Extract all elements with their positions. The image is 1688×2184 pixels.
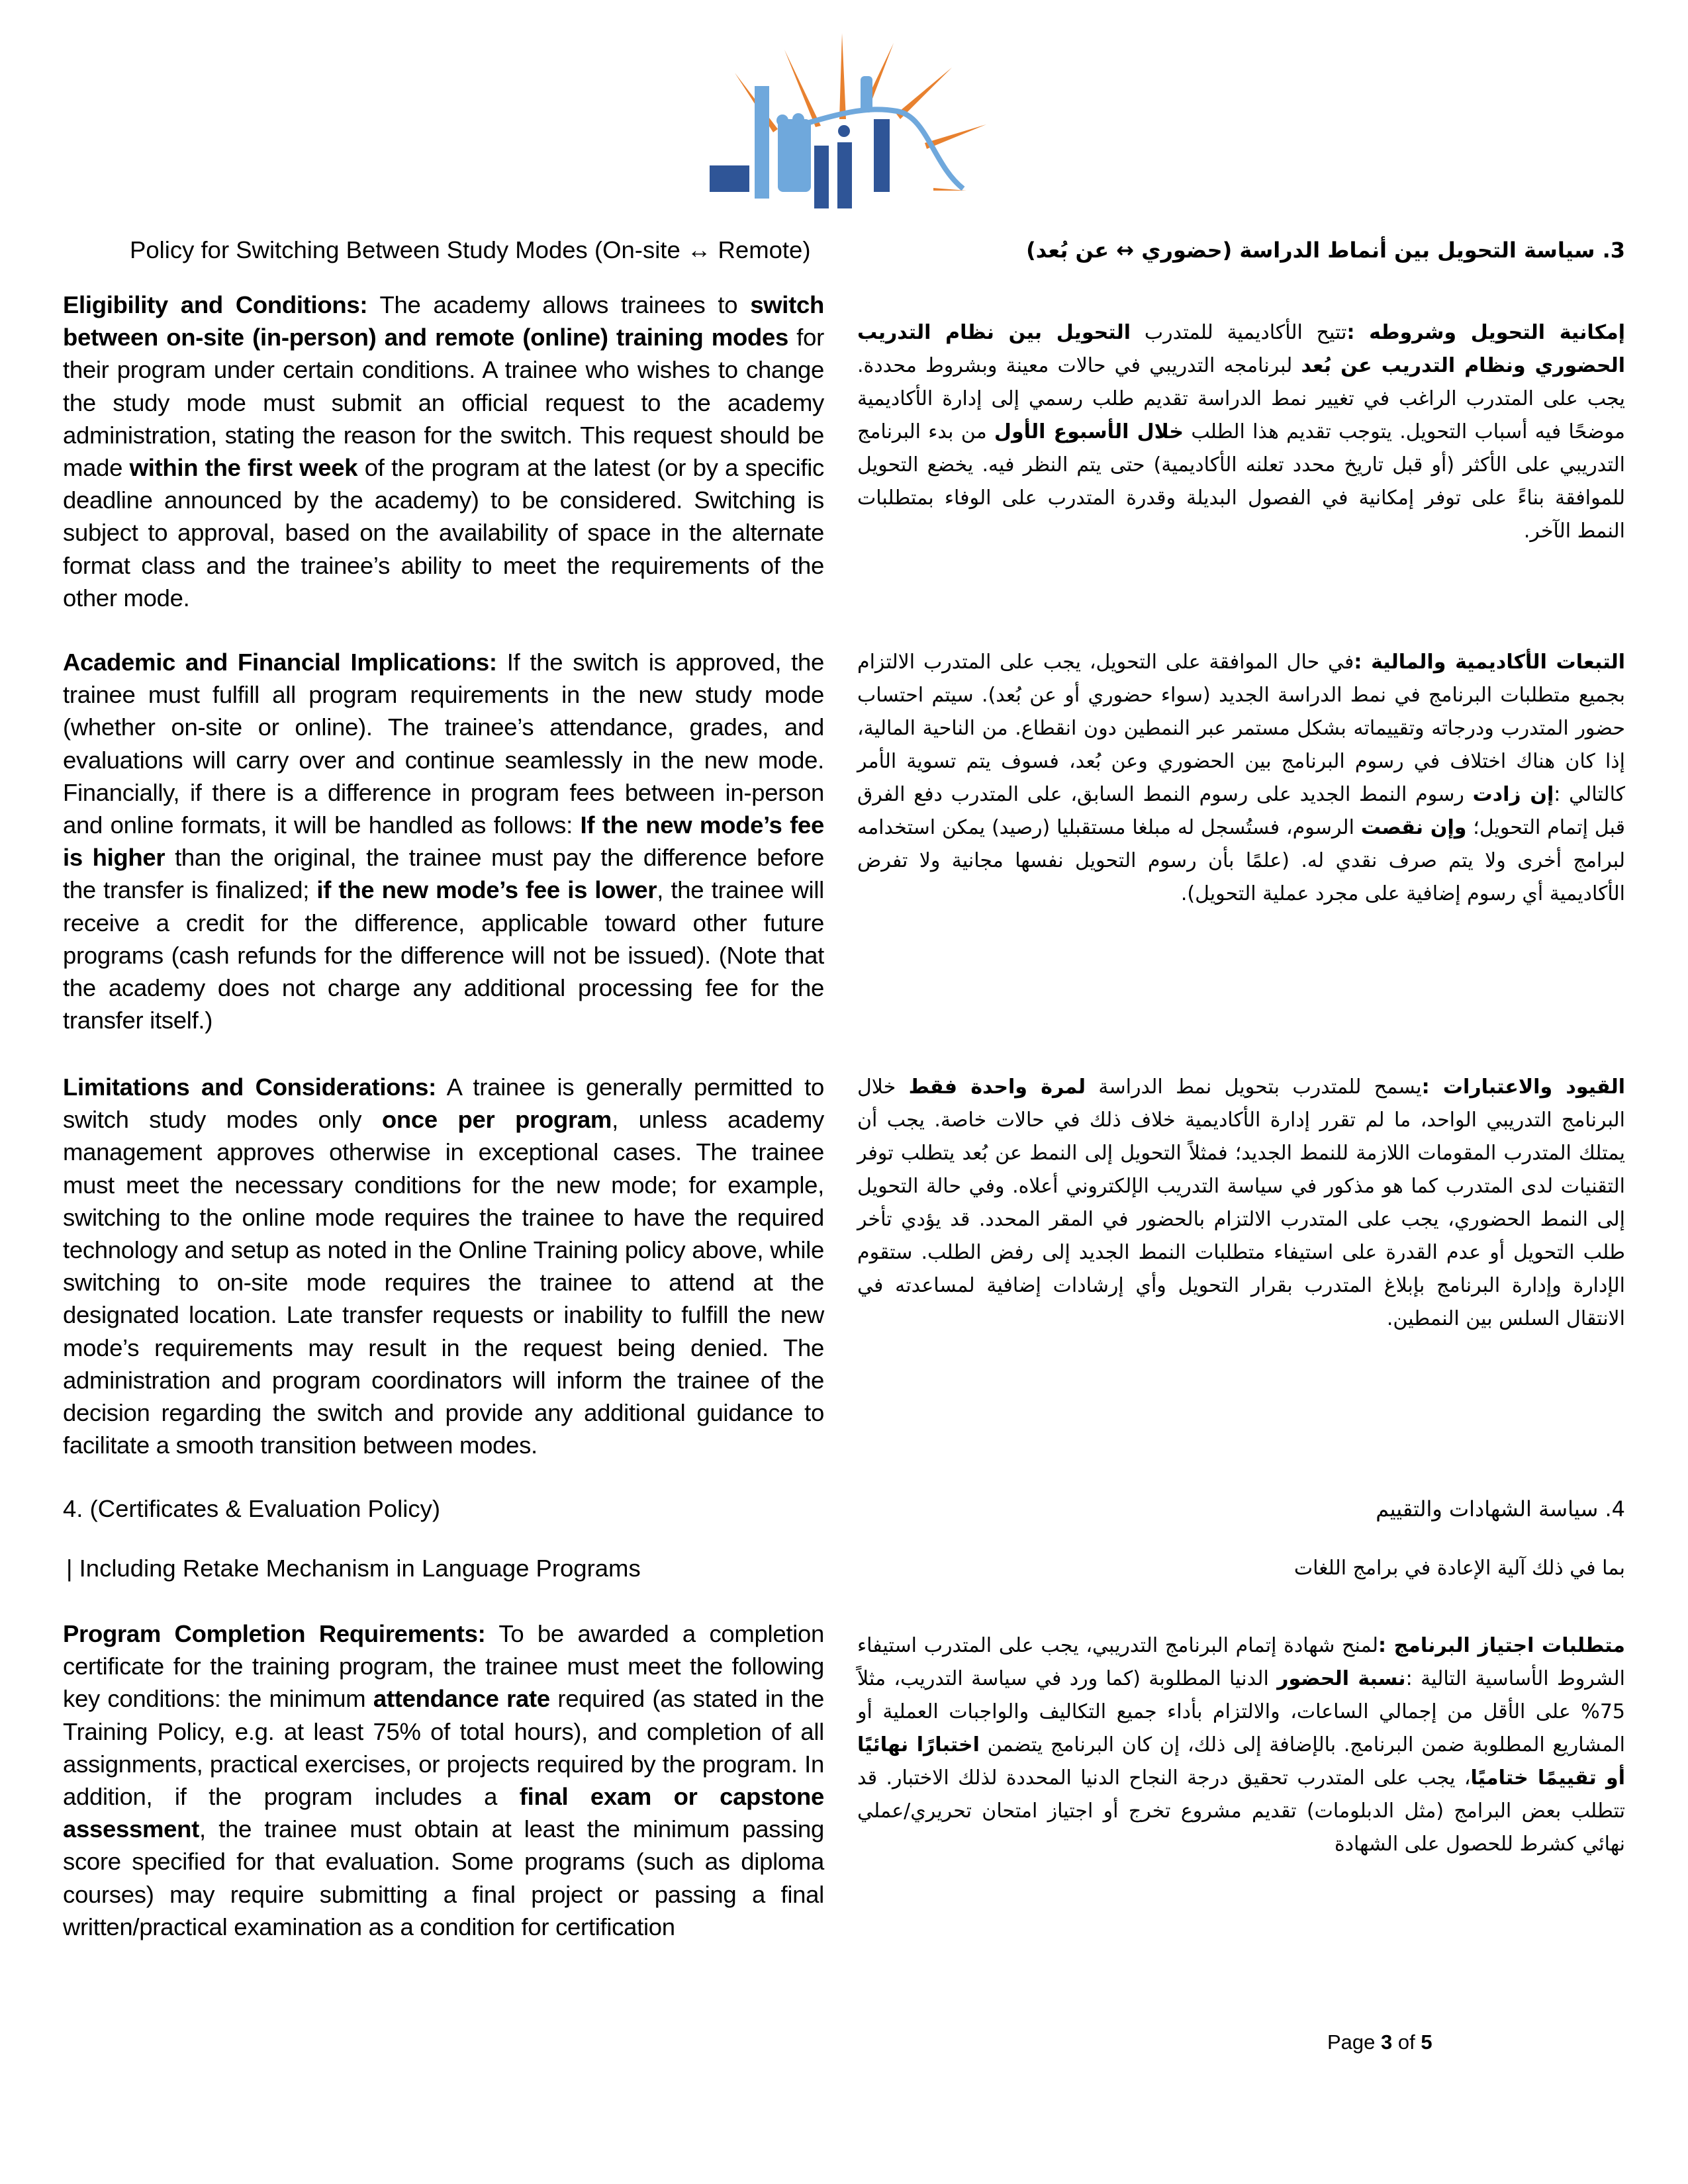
limitations-paragraph-ar: القيود والاعتبارات :يسمح للمتدرب بتحويل نمط الدراسة لمرة واحدة فقط خلال البرنامج التدريبي الواحد، ما لم تقرر إدارة الأكاديمية خلاف ذلك في حالات خاصة. يجب أن يمتلك المتدرب المقومات اللازمة للنمط الجديد؛ فمثلاً التحويل إلى النمط عن بُعد يتطلب توفر التقنيات لدى المتدرب كما هو مذكور في سياسة التدريب الإلكتروني أعلاه. وفي حالة التحويل إلى النمط الحضوري، يجب على المتدرب الالتزام بالحضور في المقر المحدد. قد يؤدي تأخر طلب التحويل أو عدم القدرة على استيفاء متطلبات النمط الجديد إلى رفض الطلب. ستقوم الإدارة وإدارة البرنامج بإبلاغ المتدرب بقرار التحويل وأي إرشادات إضافية لمساعدته في الانتقال السلس بين النمطين. bbox=[857, 1075, 1626, 1330]
section4-title-ar: 4. سياسة الشهادات والتقييم bbox=[1376, 1496, 1625, 1522]
zarqa-logo-icon bbox=[669, 13, 1026, 218]
implications-paragraph-en: Academic and Financial Implications: If the switch is approved, the trainee must fulfill all program requirements in the new study mode (whether on-site or online). The trainee’s attendance, grades, and evaluations will carry over and continue seamlessly in the new mode. Financially, if there is a difference in program fees between in-person and online formats, it will be handled as follows: If the new mode’s fee is higher than the original, the trainee must pay the difference before the transfer is finalized; if the new mode’s fee is lower, the trainee will receive a credit for the difference, applicable toward other future programs (cash refunds for the difference will not be issued). (Note that the academy does not charge any additional processing fee for the transfer itself.) bbox=[63, 649, 824, 1034]
eligibility-paragraph-ar: إمكانية التحويل وشروطه :تتيح الأكاديمية للمتدرب التحويل بين نظام التدريب الحضوري ونظام التدريب عن بُعد لبرنامجه التدريبي في حالات معينة وبشروط محددة. يجب على المتدرب الراغب في تغيير نمط الدراسة تقديم طلب رسمي إلى إدارة الأكاديمية موضحًا فيه أسباب التحويل. يتوجب تقديم هذا الطلب خلال الأسبوع الأول من بدء البرنامج التدريبي على الأكثر (أو قبل تاريخ محدد تعلنه الأكاديمية) حتى يتم النظر فيه. يخضع التحويل للموافقة بناءً على توفر إمكانية في الفصول البديلة وقدرة المتدرب على الوفاء بمتطلبات النمط الآخر. bbox=[857, 321, 1625, 543]
section4-title-en: 4. (Certificates & Evaluation Policy) bbox=[63, 1495, 441, 1522]
limitations-paragraph-en: Limitations and Considerations: A trainee is generally permitted to switch study modes only once per program, unless academy management approves otherwise in exceptional cases. The trainee must meet the necessary conditions for the new mode; for example, switching to the online mode requires the trainee to have the required technology and setup as noted in the Online Training policy above, while switching to on-site mode requires the trainee to attend at the designated location. Late transfer requests or inability to fulfill the new mode’s requirements may result in the request being denied. The administration and program coordinators will inform the trainee of the decision regarding the switch and provide any additional guidance to facilitate a smooth transition between modes. bbox=[63, 1073, 825, 1459]
implications-label-en: Academic and Financial Implications: bbox=[63, 649, 497, 676]
implications-label-ar: التبعات الأكاديمية والمالية : bbox=[1354, 651, 1625, 674]
eligibility-label-ar: إمكانية التحويل وشروطه : bbox=[1346, 321, 1625, 344]
completion-label-ar: متطلبات اجتياز البرنامج : bbox=[1378, 1634, 1625, 1657]
limitations-label-ar: القيود والاعتبارات : bbox=[1421, 1075, 1626, 1099]
completion-label-en: Program Completion Requirements: bbox=[63, 1620, 486, 1647]
section4-subtitle-ar: بما في ذلك آلية الإعادة في برامج اللغات bbox=[1293, 1557, 1625, 1580]
page-number: Page 3 of 5 bbox=[1327, 2030, 1432, 2054]
completion-paragraph-ar: متطلبات اجتياز البرنامج :لمنح شهادة إتمام البرنامج التدريبي، يجب على المتدرب استيفاء الشروط الأساسية التالية :نسبة الحضور الدنيا المطلوبة (كما ورد في سياسة التدريب، مثلاً 75% على الأقل من إجمالي الساعات، والالتزام بأداء جميع التكاليف والواجبات العملية أو المشاريع المطلوبة ضمن البرنامج. بالإضافة إلى ذلك، إن كان البرنامج يتضمن اختبارًا نهائيًا أو تقييمًا ختاميًا، يجب على المتدرب تحقيق درجة النجاح الدنيا المحددة لذلك الاختبار. قد تتطلب بعض البرامج (مثل الدبلومات) تقديم مشروع تخرج أو اجتياز امتحان تحريري/عملي نهائي كشرط للحصول على الشهادة bbox=[857, 1634, 1626, 1856]
eligibility-paragraph-en: Eligibility and Conditions: The academy allows trainees to switch between on-site (in-person) and remote (online) training modes for their program under certain conditions. A trainee who wishes to change the study mode must submit an official request to the academy administration, stating the reason for the switch. This request should be made within the first week of the program at the latest (or by a specific deadline announced by the academy) to be considered. Switching is subject to approval, based on the availability of space in the alternate format class and the trainee’s ability to meet the requirements of the other mode. bbox=[63, 291, 824, 612]
academy-logo bbox=[669, 13, 1026, 218]
total-pages: 5 bbox=[1421, 2030, 1432, 2054]
eligibility-label-en: Eligibility and Conditions: bbox=[63, 291, 368, 318]
implications-paragraph-ar: التبعات الأكاديمية والمالية :في حال الموافقة على التحويل، يجب على المتدرب الالتزام بجميع متطلبات البرنامج في نمط الدراسة الجديد (سواء حضوري أو عن بُعد). سيتم احتساب حضور المتدرب ودرجاته وتقييماته بشكل مستمر عبر النمطين دون انقطاع. من الناحية المالية، إذا كان هناك اختلاف في رسوم البرنامج بين الحضوري وعن بُعد، فسوف يتم تسوية الأمر كالتالي :إن زادت رسوم النمط الجديد على رسوم النمط السابق، على المتدرب دفع الفرق قبل إتمام التحويل؛ وإن نقصت الرسوم، فستُسجل له مبلغا مستقبليا (رصيد) يمكن استخدامه لبرامج أخرى ولا يتم صرف نقدي له. (علمًا بأن رسوم التحويل نفسها مجانية ولا تفرض الأكاديمية أي رسوم إضافية على مجرد عملية التحويل). bbox=[857, 651, 1625, 905]
current-page: 3 bbox=[1381, 2030, 1393, 2054]
section3-title-en: Policy for Switching Between Study Modes (On-site ↔ Remote) bbox=[130, 236, 811, 263]
limitations-label-en: Limitations and Considerations: bbox=[63, 1073, 437, 1101]
section4-subtitle-en: | Including Retake Mechanism in Language Programs bbox=[66, 1555, 641, 1582]
completion-paragraph-en: Program Completion Requirements: To be awarded a completion certificate for the training program, the trainee must meet the following key conditions: the minimum attendance rate required (as stated in the Training Policy, e.g. at least 75% of total hours), and completion of all assignments, practical exercises, or projects required by the program. In addition, if the program includes a final exam or capstone assessment, the trainee must obtain at least the minimum passing score specified for that evaluation. Some programs (such as diploma courses) may require submitting a final project or passing a final written/practical examination as a condition for certification bbox=[63, 1620, 825, 1940]
section3-title-ar: 3. سياسة التحويل بين أنماط الدراسة (حضوري ↔ عن بُعد) bbox=[1026, 238, 1625, 263]
